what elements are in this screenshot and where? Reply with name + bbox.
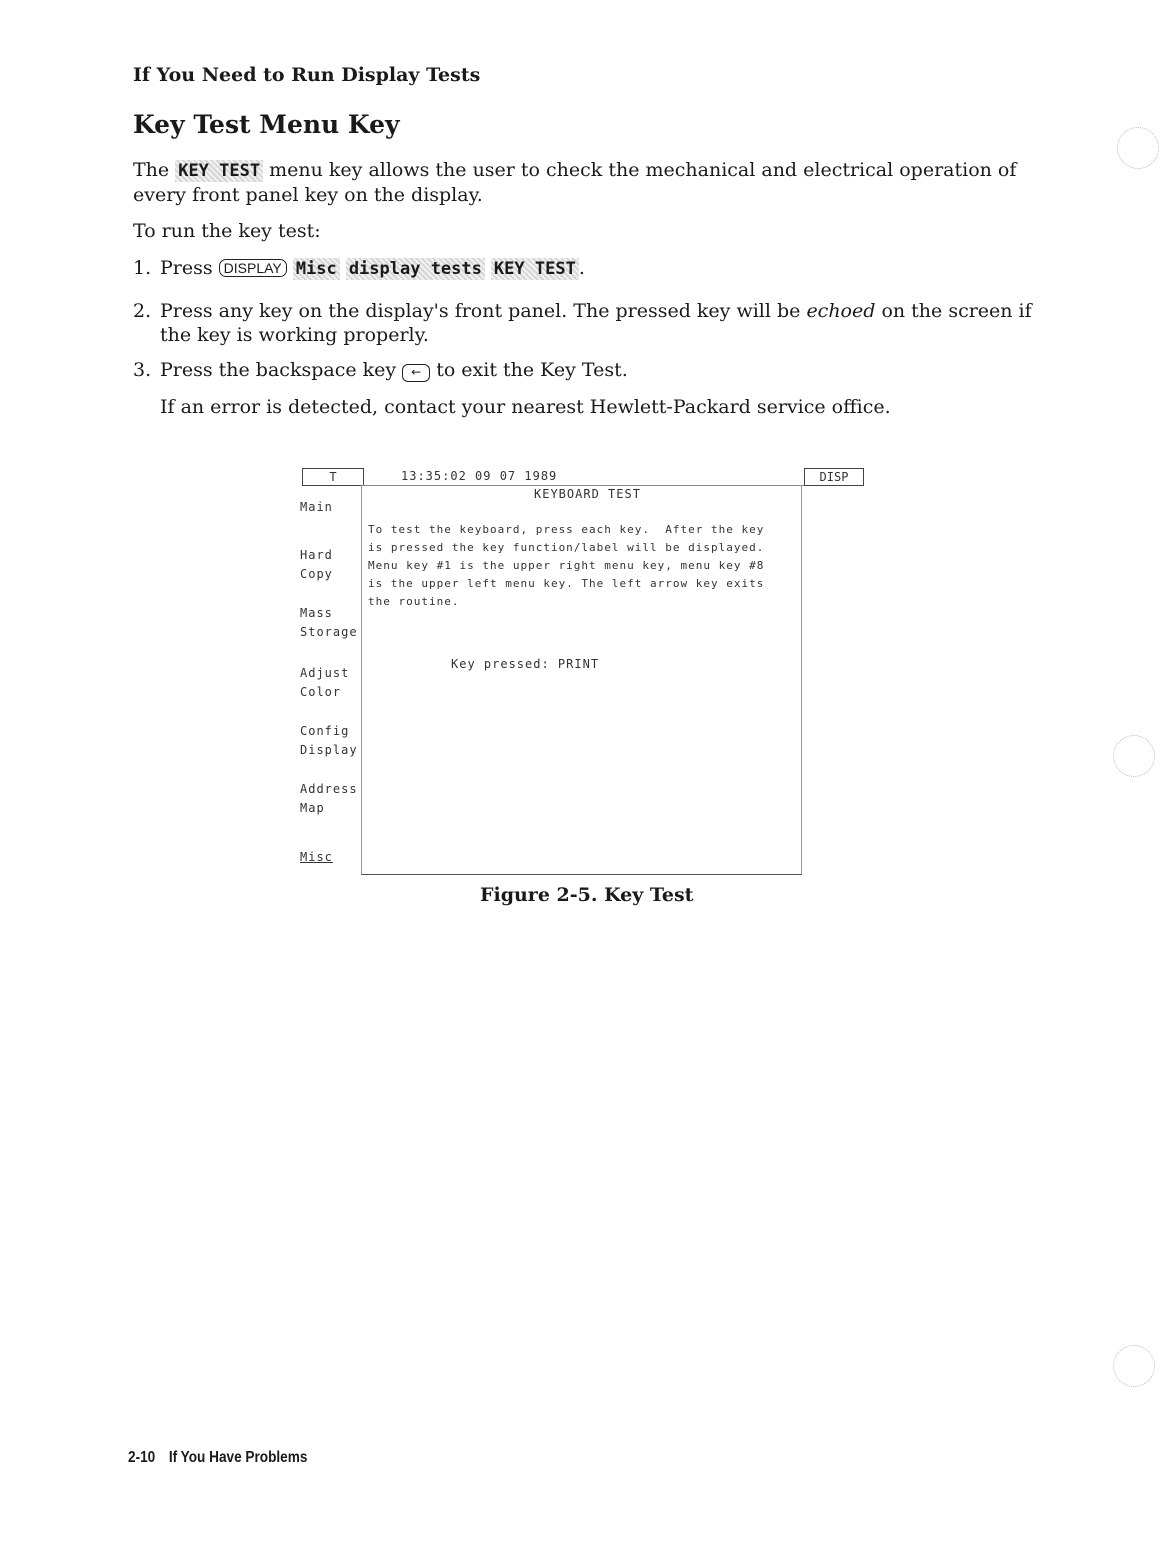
step-3-text: Press the backspace key xyxy=(160,359,403,381)
menu-item-address-map: Address Map xyxy=(300,782,358,815)
page-number: 2-10 xyxy=(128,1449,156,1466)
screen-left-border xyxy=(361,485,362,875)
menu-item-main: Main xyxy=(300,500,333,514)
menu-item-mass-storage: Mass Storage xyxy=(300,606,358,639)
step-2-text-after: on the screen if the key is working properly. xyxy=(160,300,1032,346)
step-1-period: . xyxy=(578,257,585,279)
menu-item-hard-copy: Hard Copy xyxy=(300,548,333,581)
intro-text-after: menu key allows the user to check the mechanical and electrical operation of every front panel key on the display. xyxy=(133,159,1017,206)
step-2 xyxy=(133,299,1033,347)
misc-softkey-label: Misc xyxy=(293,258,340,280)
screen-right-border xyxy=(801,485,802,875)
key-test-screen-figure xyxy=(296,464,868,880)
chapter-title: If You Have Problems xyxy=(168,1449,308,1466)
menu-item-config-display: Config Display xyxy=(300,724,358,757)
punch-hole-mark xyxy=(1117,127,1159,169)
key-test-softkey-label: KEY TEST xyxy=(491,258,579,280)
step-3-text-after: to exit the Key Test. xyxy=(430,359,628,381)
step-1 xyxy=(133,256,1033,281)
screen-clock: 13:35:02 09 07 1989 xyxy=(401,469,558,483)
step-number: 3. xyxy=(133,359,152,381)
screen-instructions: To test the keyboard, press each key. After the key is pressed the key function/label will be displayed. Menu key #1 is the upper right menu key, menu key #8 is the upper left menu key. The left arrow key exits the routine. xyxy=(368,523,765,608)
screen-t-box: T xyxy=(302,468,364,486)
display-tests-softkey-label: display tests xyxy=(346,258,485,280)
to-run-label: To run the key test: xyxy=(133,220,321,242)
step-1-text: Press xyxy=(160,257,219,279)
screen-disp-box: DISP xyxy=(804,468,864,486)
section-title: Key Test Menu Key xyxy=(133,110,400,139)
backspace-key-icon: ← xyxy=(402,364,430,382)
intro-text-before: The xyxy=(133,159,176,181)
menu-item-misc: Misc xyxy=(300,850,333,864)
menu-item-adjust-color: Adjust Color xyxy=(300,666,350,699)
display-hardkey: DISPLAY xyxy=(219,259,287,277)
step-number: 1. xyxy=(133,257,152,279)
running-head: If You Need to Run Display Tests xyxy=(133,64,481,86)
page-footer xyxy=(128,1449,307,1467)
intro-paragraph xyxy=(133,158,1033,207)
step-number: 2. xyxy=(133,300,152,322)
key-test-softkey-label: KEY TEST xyxy=(175,160,263,182)
screen-title: KEYBOARD TEST xyxy=(534,487,641,501)
screen-bottom-rule xyxy=(361,874,802,875)
step-2-emphasis: echoed xyxy=(806,300,876,322)
step-2-text: Press any key on the display's front panel. The pressed key will be xyxy=(160,300,807,322)
screen-key-pressed: Key pressed: PRINT xyxy=(451,657,600,671)
error-note: If an error is detected, contact your nearest Hewlett-Packard service office. xyxy=(160,396,891,418)
punch-hole-mark xyxy=(1113,735,1155,777)
step-3 xyxy=(133,358,1033,382)
punch-hole-mark xyxy=(1113,1345,1155,1387)
figure-caption: Figure 2-5. Key Test xyxy=(480,884,694,906)
